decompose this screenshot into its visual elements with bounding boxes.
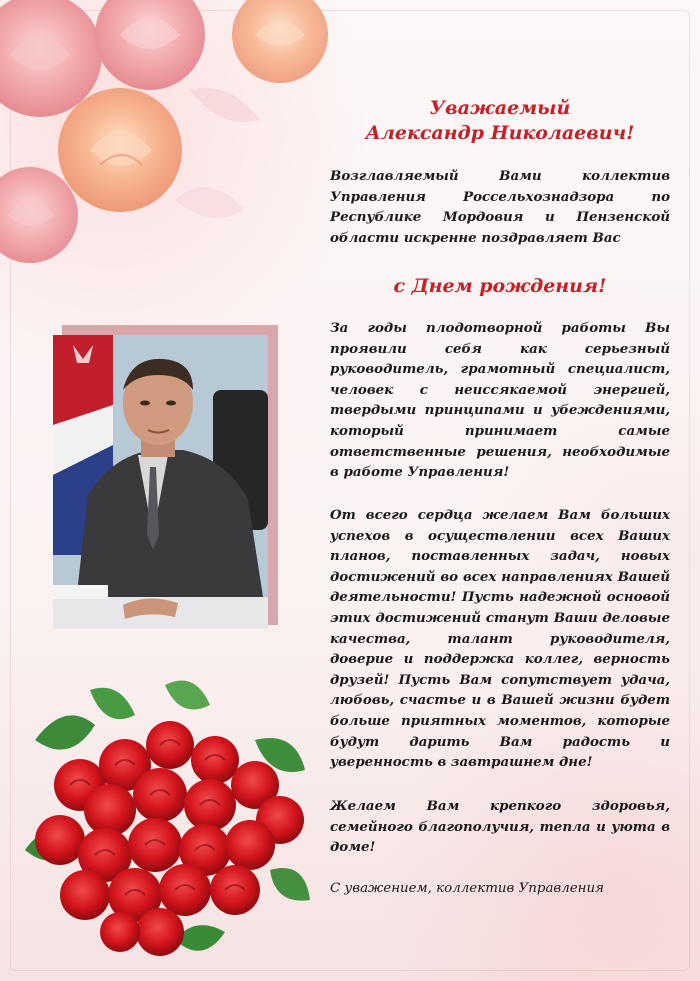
paragraph-wishes (330, 505, 670, 773)
paragraph-health-text: Желаем Вам крепкого здоровья, семейного благополучия, тепла и уюта в доме! (330, 798, 670, 856)
birthday-heading: с Днем рождения! (393, 275, 607, 297)
greeting-line-1: Уважаемый (429, 97, 571, 119)
paragraph-career (330, 318, 670, 483)
roses-decoration-top (0, 0, 340, 280)
greeting-name: Александр Николаевич! (365, 122, 635, 144)
portrait-photo (53, 335, 268, 629)
signature: С уважением, коллектив Управления (330, 881, 604, 896)
rose-bouquet-image (25, 670, 315, 970)
paragraph-health (330, 796, 670, 858)
paragraph-career-text: За годы плодотворной работы Вы проявили себя как серьезный руководитель, грамотный специалист, человек с неиссякаемой энергией, твердыми принципами и убеждениями, который принимает самые ответственные решения, необходимые в работе Управления! (330, 320, 670, 481)
intro-text: Возглавляемый Вами коллектив Управления Россельхознадзора по Республике Мордовия и Пензенской области искренне поздравляет Вас (330, 168, 670, 246)
intro-paragraph (330, 166, 670, 248)
paragraph-wishes-text: От всего сердца желаем Вам больших успехов в осуществлении всех Ваших планов, поставленных задач, новых достижений во всех направлениях Вашей деятельности! Пусть надежной основой этих достижений станут Ваши деловые качества, талант руководителя, доверие и поддержка коллег, верность друзей! Пусть Вам сопутствует удача, любовь, счастье и в Вашей жизни будет больше приятных моментов, которые будут дарить Вам радость и уверенность в завтрашнем дне! (330, 507, 670, 771)
greeting-heading (330, 96, 670, 146)
